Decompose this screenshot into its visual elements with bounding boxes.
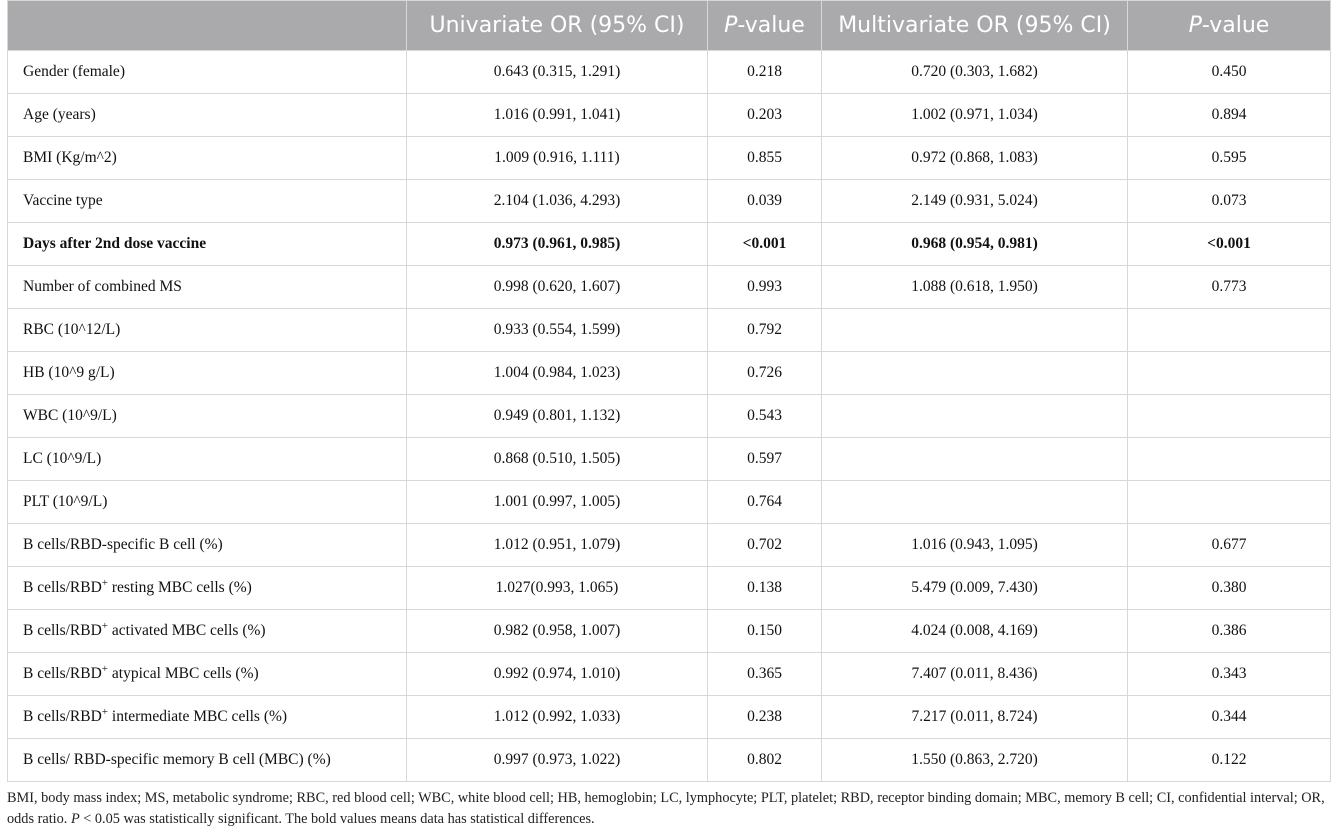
multivariate-p-cell: 0.595 — [1128, 137, 1331, 180]
multivariate-p-cell: 0.073 — [1128, 180, 1331, 223]
multivariate-or-cell — [822, 438, 1128, 481]
multivariate-or-cell: 5.479 (0.009, 7.430) — [822, 567, 1128, 610]
table-row — [8, 481, 1331, 524]
table-row-significant — [8, 223, 1331, 266]
univariate-or-cell: 0.973 (0.961, 0.985) — [407, 223, 708, 266]
multivariate-p-cell: 0.894 — [1128, 94, 1331, 137]
multivariate-p-cell: 0.344 — [1128, 696, 1331, 739]
multivariate-p-cell: 0.343 — [1128, 653, 1331, 696]
univariate-p-cell: <0.001 — [708, 223, 822, 266]
multivariate-p-cell: <0.001 — [1128, 223, 1331, 266]
multivariate-or-cell: 1.088 (0.618, 1.950) — [822, 266, 1128, 309]
multivariate-or-cell: 2.149 (0.931, 5.024) — [822, 180, 1128, 223]
univariate-p-cell: 0.764 — [708, 481, 822, 524]
univariate-p-cell: 0.993 — [708, 266, 822, 309]
row-label: B cells/RBD+ atypical MBC cells (%) — [8, 653, 407, 696]
univariate-p-cell: 0.365 — [708, 653, 822, 696]
row-label: HB (10^9 g/L) — [8, 352, 407, 395]
table-row — [8, 137, 1331, 180]
univariate-or-cell: 0.992 (0.974, 1.010) — [407, 653, 708, 696]
multivariate-or-cell — [822, 309, 1128, 352]
row-label: Age (years) — [8, 94, 407, 137]
table-row — [8, 180, 1331, 223]
multivariate-p-cell: 0.380 — [1128, 567, 1331, 610]
multivariate-or-cell: 1.002 (0.971, 1.034) — [822, 94, 1128, 137]
table-row — [8, 610, 1331, 653]
multivariate-p-cell — [1128, 481, 1331, 524]
table-row — [8, 395, 1331, 438]
row-label: B cells/RBD+ resting MBC cells (%) — [8, 567, 407, 610]
table-row — [8, 51, 1331, 94]
row-label: RBC (10^12/L) — [8, 309, 407, 352]
multivariate-or-cell: 0.968 (0.954, 0.981) — [822, 223, 1128, 266]
multivariate-or-cell: 1.550 (0.863, 2.720) — [822, 739, 1128, 782]
multivariate-p-cell — [1128, 309, 1331, 352]
row-label: Vaccine type — [8, 180, 407, 223]
univariate-or-cell: 0.868 (0.510, 1.505) — [407, 438, 708, 481]
row-label: LC (10^9/L) — [8, 438, 407, 481]
row-label: B cells/RBD+ activated MBC cells (%) — [8, 610, 407, 653]
row-label: WBC (10^9/L) — [8, 395, 407, 438]
header-multivariate-or: Multivariate OR (95% CI) — [822, 1, 1128, 51]
row-label: Number of combined MS — [8, 266, 407, 309]
univariate-or-cell: 1.004 (0.984, 1.023) — [407, 352, 708, 395]
multivariate-or-cell: 7.217 (0.011, 8.724) — [822, 696, 1128, 739]
multivariate-p-cell: 0.122 — [1128, 739, 1331, 782]
multivariate-p-cell: 0.386 — [1128, 610, 1331, 653]
row-label: PLT (10^9/L) — [8, 481, 407, 524]
table-row — [8, 309, 1331, 352]
univariate-p-cell: 0.543 — [708, 395, 822, 438]
univariate-or-cell: 0.998 (0.620, 1.607) — [407, 266, 708, 309]
multivariate-or-cell: 0.720 (0.303, 1.682) — [822, 51, 1128, 94]
multivariate-p-cell — [1128, 352, 1331, 395]
table-row — [8, 653, 1331, 696]
multivariate-or-cell — [822, 352, 1128, 395]
table-row — [8, 352, 1331, 395]
header-multivariate-p: P-value — [1128, 1, 1331, 51]
univariate-or-cell: 1.009 (0.916, 1.111) — [407, 137, 708, 180]
row-label: B cells/ RBD-specific memory B cell (MBC) (%) — [8, 739, 407, 782]
univariate-p-cell: 0.150 — [708, 610, 822, 653]
table-footnote: BMI, body mass index; MS, metabolic syndrome; RBC, red blood cell; WBC, white blood cell; HB, hemoglobin; LC, lymphocyte; PLT, platelet; RBD, receptor binding domain; MBC, memory B cell; CI, confidential interval; OR, odds ratio. P < 0.05 was statistically significant. The bold values means data has statistical differences. — [7, 790, 1325, 827]
univariate-or-cell: 0.933 (0.554, 1.599) — [407, 309, 708, 352]
multivariate-or-cell — [822, 395, 1128, 438]
univariate-or-cell: 0.949 (0.801, 1.132) — [407, 395, 708, 438]
header-univariate-p: P-value — [708, 1, 822, 51]
multivariate-or-cell: 1.016 (0.943, 1.095) — [822, 524, 1128, 567]
multivariate-or-cell: 7.407 (0.011, 8.436) — [822, 653, 1128, 696]
univariate-or-cell: 0.997 (0.973, 1.022) — [407, 739, 708, 782]
univariate-p-cell: 0.702 — [708, 524, 822, 567]
multivariate-p-cell: 0.450 — [1128, 51, 1331, 94]
table-row — [8, 94, 1331, 137]
table-row — [8, 524, 1331, 567]
row-label: B cells/RBD+ intermediate MBC cells (%) — [8, 696, 407, 739]
univariate-p-cell: 0.138 — [708, 567, 822, 610]
univariate-p-cell: 0.218 — [708, 51, 822, 94]
regression-table — [7, 0, 1331, 782]
univariate-p-cell: 0.203 — [708, 94, 822, 137]
table-header-row — [8, 1, 1331, 51]
univariate-p-cell: 0.238 — [708, 696, 822, 739]
table-row — [8, 567, 1331, 610]
univariate-or-cell: 1.012 (0.951, 1.079) — [407, 524, 708, 567]
row-label: BMI (Kg/m^2) — [8, 137, 407, 180]
table-row — [8, 266, 1331, 309]
row-label: Gender (female) — [8, 51, 407, 94]
univariate-p-cell: 0.792 — [708, 309, 822, 352]
multivariate-p-cell — [1128, 438, 1331, 481]
row-label: Days after 2nd dose vaccine — [8, 223, 407, 266]
multivariate-p-cell: 0.677 — [1128, 524, 1331, 567]
multivariate-p-cell — [1128, 395, 1331, 438]
univariate-p-cell: 0.802 — [708, 739, 822, 782]
multivariate-p-cell: 0.773 — [1128, 266, 1331, 309]
univariate-or-cell: 1.001 (0.997, 1.005) — [407, 481, 708, 524]
univariate-p-cell: 0.726 — [708, 352, 822, 395]
univariate-p-cell: 0.855 — [708, 137, 822, 180]
table-row — [8, 438, 1331, 481]
univariate-or-cell: 2.104 (1.036, 4.293) — [407, 180, 708, 223]
header-variable — [8, 1, 407, 51]
univariate-p-cell: 0.039 — [708, 180, 822, 223]
univariate-or-cell: 1.016 (0.991, 1.041) — [407, 94, 708, 137]
univariate-p-cell: 0.597 — [708, 438, 822, 481]
univariate-or-cell: 1.012 (0.992, 1.033) — [407, 696, 708, 739]
table-row — [8, 739, 1331, 782]
univariate-or-cell: 1.027(0.993, 1.065) — [407, 567, 708, 610]
row-label: B cells/RBD-specific B cell (%) — [8, 524, 407, 567]
multivariate-or-cell — [822, 481, 1128, 524]
multivariate-or-cell: 4.024 (0.008, 4.169) — [822, 610, 1128, 653]
univariate-or-cell: 0.643 (0.315, 1.291) — [407, 51, 708, 94]
table-row — [8, 696, 1331, 739]
univariate-or-cell: 0.982 (0.958, 1.007) — [407, 610, 708, 653]
multivariate-or-cell: 0.972 (0.868, 1.083) — [822, 137, 1128, 180]
header-univariate-or: Univariate OR (95% CI) — [407, 1, 708, 51]
